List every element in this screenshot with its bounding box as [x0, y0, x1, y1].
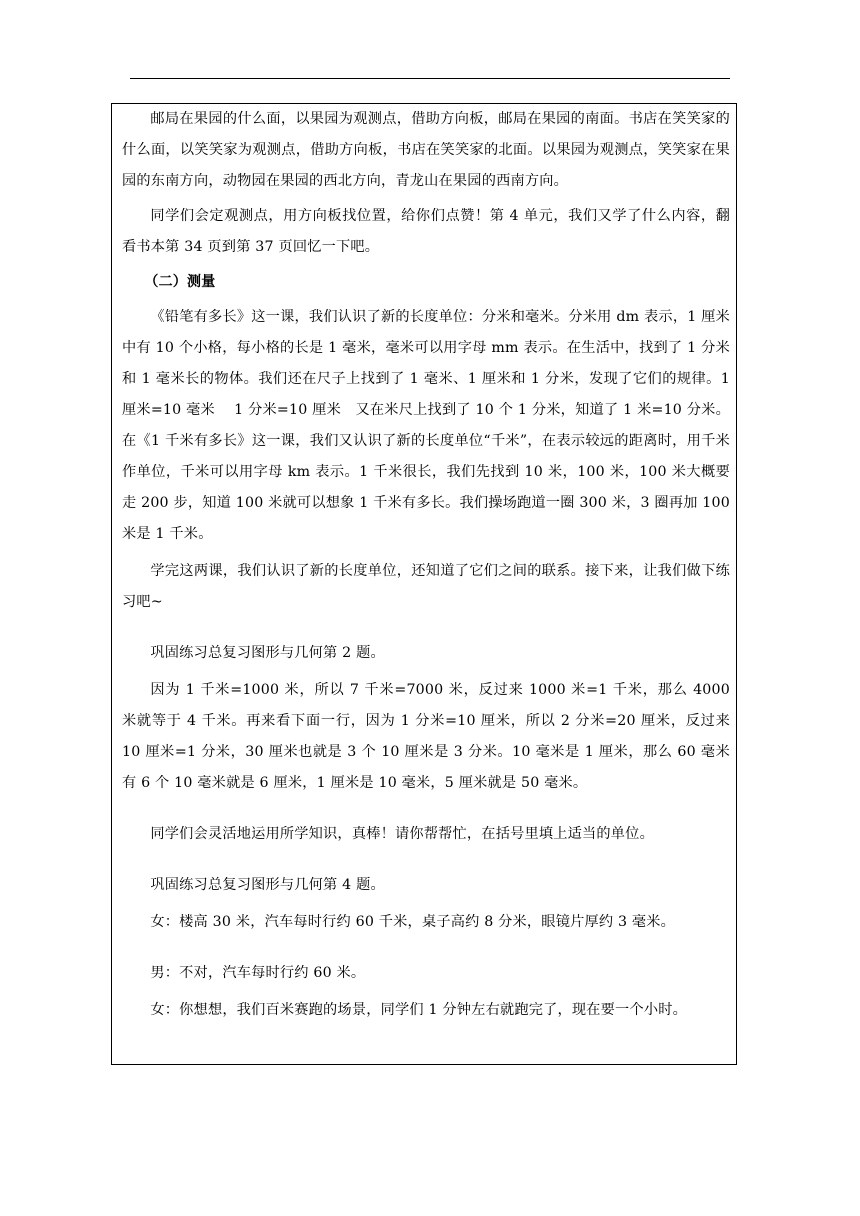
paragraph-unit4-intro: 同学们会定观测点，用方向板找位置，给你们点赞！第 4 单元，我们又学了什么内容，翻看书本第 34 页到第 37 页回忆一下吧。	[122, 208, 730, 255]
paragraph-practice-intro: 学完这两课，我们认识了新的长度单位，还知道了它们之间的联系。接下来，让我们做下练习吧~	[122, 563, 730, 610]
paragraph-dialogue-female-1: 女：楼高 30 米，汽车每时行约 60 千米，桌子高约 8 分米，眼镜片厚约 3 毫米。	[150, 914, 676, 930]
paragraph-dialogue-female-2: 女：你想想，我们百米赛跑的场景，同学们 1 分钟左右就跑完了，现在要一个小时。	[150, 1002, 687, 1018]
paragraph-fill-units: 同学们会灵活地运用所学知识，真棒！请你帮帮忙，在括号里填上适当的单位。	[150, 826, 654, 842]
section-heading-measurement: （二）测量	[144, 274, 216, 290]
paragraph-direction-answers: 邮局在果园的什么面，以果园为观测点，借助方向板，邮局在果园的南面。书店在笑笑家的什么面，以笑笑家为观测点，借助方向板，书店在笑笑家的北面。以果园为观测点，笑笑家在果园的东南方向，动物园在果园的西北方向，青龙山在果园的西南方向。	[122, 111, 730, 189]
header-rule	[130, 78, 730, 79]
paragraph-exercise-4-title: 巩固练习总复习图形与几何第 4 题。	[150, 877, 385, 893]
paragraph-exercise-2-title: 巩固练习总复习图形与几何第 2 题。	[150, 645, 385, 661]
paragraph-exercise-2-solution: 因为 1 千米=1000 米，所以 7 千米=7000 米，反过来 1000 米=1 千米，那么 4000 米就等于 4 千米。再来看下面一行，因为 1 分米=10 厘米，所以 2 分米=20 厘米，反过来 10 厘米=1 分米，30 厘米也就是 3 个 10 厘米是 3 分米。10 毫米是 1 厘米，那么 60 毫米有 6 个 10 毫米就是 6 厘米，1 厘米是 10 毫米，5 厘米就是 50 毫米。	[122, 682, 730, 791]
paragraph-dialogue-male-1: 男：不对，汽车每时行约 60 米。	[150, 965, 366, 981]
document-body	[122, 103, 730, 1026]
paragraph-length-units: 《铅笔有多长》这一课，我们认识了新的长度单位：分米和毫米。分米用 dm 表示，1 厘米中有 10 个小格，每小格的长是 1 毫米，毫米可以用字母 mm 表示。在生活中，找到了 1 分米和 1 毫米长的物体。我们还在尺子上找到了 1 毫米、1 厘米和 1 分米，发现了它们的规律。1 厘米=10 毫米 1 分米=10 厘米 又在米尺上找到了 10 个 1 分米，知道了 1 米=10 分米。在《1 千米有多长》这一课，我们又认识了新的长度单位“千米”，在表示较远的距离时，用千米作单位，千米可以用字母 km 表示。1 千米很长，我们先找到 10 米，100 米，100 米大概要走 200 步，知道 100 米就可以想象 1 千米有多长。我们操场跑道一圈 300 米，3 圈再加 100 米是 1 千米。	[122, 309, 730, 542]
